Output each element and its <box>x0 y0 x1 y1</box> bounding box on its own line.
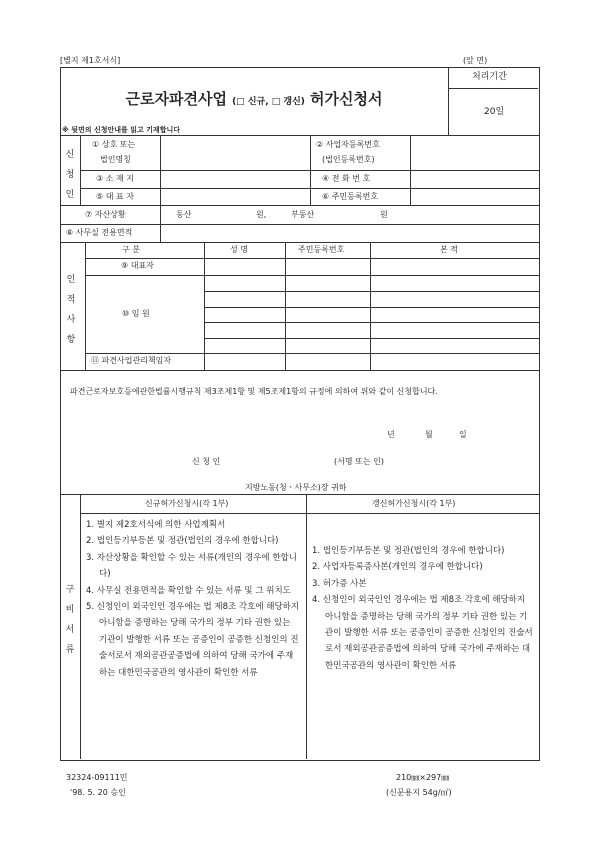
row-label-manager: ⑪ 파견사업관리책임자 <box>91 356 172 365</box>
processing-period-label: 처리기간 <box>472 72 507 82</box>
date-month: 월 <box>425 430 433 439</box>
label-won-1: 원, <box>256 210 267 219</box>
col-header-category: 구 분 <box>122 245 140 254</box>
form-number: [별지 제1호서식] <box>60 56 121 65</box>
title-suffix: 허가신청서 <box>310 90 383 108</box>
row-label-ceo: ⑨ 대표자 <box>121 261 154 270</box>
page-side: (앞 면) <box>463 56 488 65</box>
label-assets: ⑦ 자산상황 <box>85 210 126 219</box>
addressee: 지방노동(청ㆍ사무소)장 귀하 <box>245 483 347 492</box>
new-permit-list <box>86 517 301 681</box>
list-item: 5. 신청인이 외국인인 경우에는 법 제8조 각호에 해당하지 아니함을 증명하는 당해 국가의 정부 기타 권한 있는 기관이 발행한 서류 또는 공증인이 공증한 신청인의 진술서로서 재외공관공증법에 의하여 당해 국가에 주재하는 대한민국공관의 영사관이 확인한 서류 <box>86 602 300 678</box>
processing-period-value: 20일 <box>484 107 505 117</box>
list-item: 3. 자산상황을 확인할 수 있는 서류(개인의 경우에 한합니다) <box>86 552 297 580</box>
title-main: 근로자파견사업 <box>125 90 227 108</box>
personnel-group-label: 인적사항 <box>66 275 76 345</box>
footer-paper: (신문용지 54g/㎡) <box>386 788 452 797</box>
title-options: (□ 신규, □ 갱신) <box>232 97 305 107</box>
office-area-field[interactable] <box>161 225 537 241</box>
list-item: 1. 별지 제2호서식에 의한 사업계획서 <box>86 520 226 530</box>
row-label-officers: ⑩ 임 원 <box>122 309 150 318</box>
date-year: 년 <box>387 430 395 439</box>
signature-note: (서명 또는 인) <box>334 457 384 466</box>
list-item: 4. 사무실 전용면적을 확인할 수 있는 서류 및 그 위치도 <box>86 585 291 596</box>
label-representative: ⑤ 대 표 자 <box>96 192 134 201</box>
date-day: 일 <box>459 430 467 439</box>
label-business-number-1: ② 사업자등록번호 <box>316 140 380 149</box>
label-company-name-2: 법인명칭 <box>100 155 131 164</box>
footer-size: 210㎜×297㎜ <box>396 773 450 782</box>
label-phone: ④ 전 화 번 호 <box>322 174 371 183</box>
label-won-2: 원 <box>380 210 388 219</box>
list-item: 2. 사업자등록증사본(개인의 경우에 한합니다) <box>312 562 483 573</box>
label-movable-assets: 동산 <box>176 210 192 219</box>
label-address: ③ 소 재 지 <box>96 174 134 183</box>
documents-group-label: 구비서류 <box>65 585 75 655</box>
label-company-name-1: ① 상호 또는 <box>92 140 136 149</box>
form-title <box>60 88 448 109</box>
col-header-resident-number: 주민등록번호 <box>298 245 345 254</box>
company-name-field[interactable] <box>161 137 309 169</box>
list-item: 4. 신청인이 외국인인 경우에는 법 제8조 각호에 해당하지 아니함을 증명하는 당해 국가의 정부 기타 권한 있는 기관이 발행한 서류 또는 공증인이 공증한 신청인의 진술서로서 재외공관공증법에 의하여 당해 국가에 주재하는 대한민국공관의 영사관이 확인한 서류 <box>312 595 533 671</box>
label-real-estate: 부동산 <box>291 210 315 219</box>
notice: ※ 뒷면의 신청안내를 읽고 기재합니다 <box>62 126 180 134</box>
renewal-header: 갱신허가신청시(각 1부) <box>372 499 456 508</box>
list-item: 2. 법인등기부등본 및 정관(법인의 경우에 한합니다) <box>86 536 279 547</box>
new-permit-header: 신규허가신청시(각 1부) <box>145 499 229 508</box>
col-header-name: 성 명 <box>230 245 248 254</box>
renewal-list <box>312 543 534 674</box>
phone-field[interactable] <box>411 171 537 187</box>
resident-number-field[interactable] <box>411 189 537 205</box>
label-office-area: ⑧ 사무실 전용면적 <box>66 228 133 237</box>
business-number-field[interactable] <box>411 137 537 169</box>
representative-field[interactable] <box>161 189 309 205</box>
signature-label: 신 청 인 <box>192 457 221 466</box>
col-header-domicile: 본 적 <box>440 245 458 254</box>
list-item: 3. 허가증 사본 <box>312 578 367 589</box>
list-item: 1. 법인등기부등본 및 정관(법인의 경우에 한합니다) <box>312 546 505 556</box>
applicant-group-label: 신청인 <box>65 150 75 200</box>
label-resident-number: ⑥ 주민등록번호 <box>322 192 379 201</box>
footer-code: 32324-09111민 <box>66 773 128 782</box>
statement-text: 파견근로자보호등에관한법률시행규칙 제3조제1항 및 제5조제1항의 규정에 의하여 위와 같이 신청합니다. <box>70 387 438 396</box>
label-business-number-2: (법인등록번호) <box>322 155 375 164</box>
footer-approved: '98. 5. 20 승인 <box>70 788 126 797</box>
address-field[interactable] <box>161 171 309 187</box>
